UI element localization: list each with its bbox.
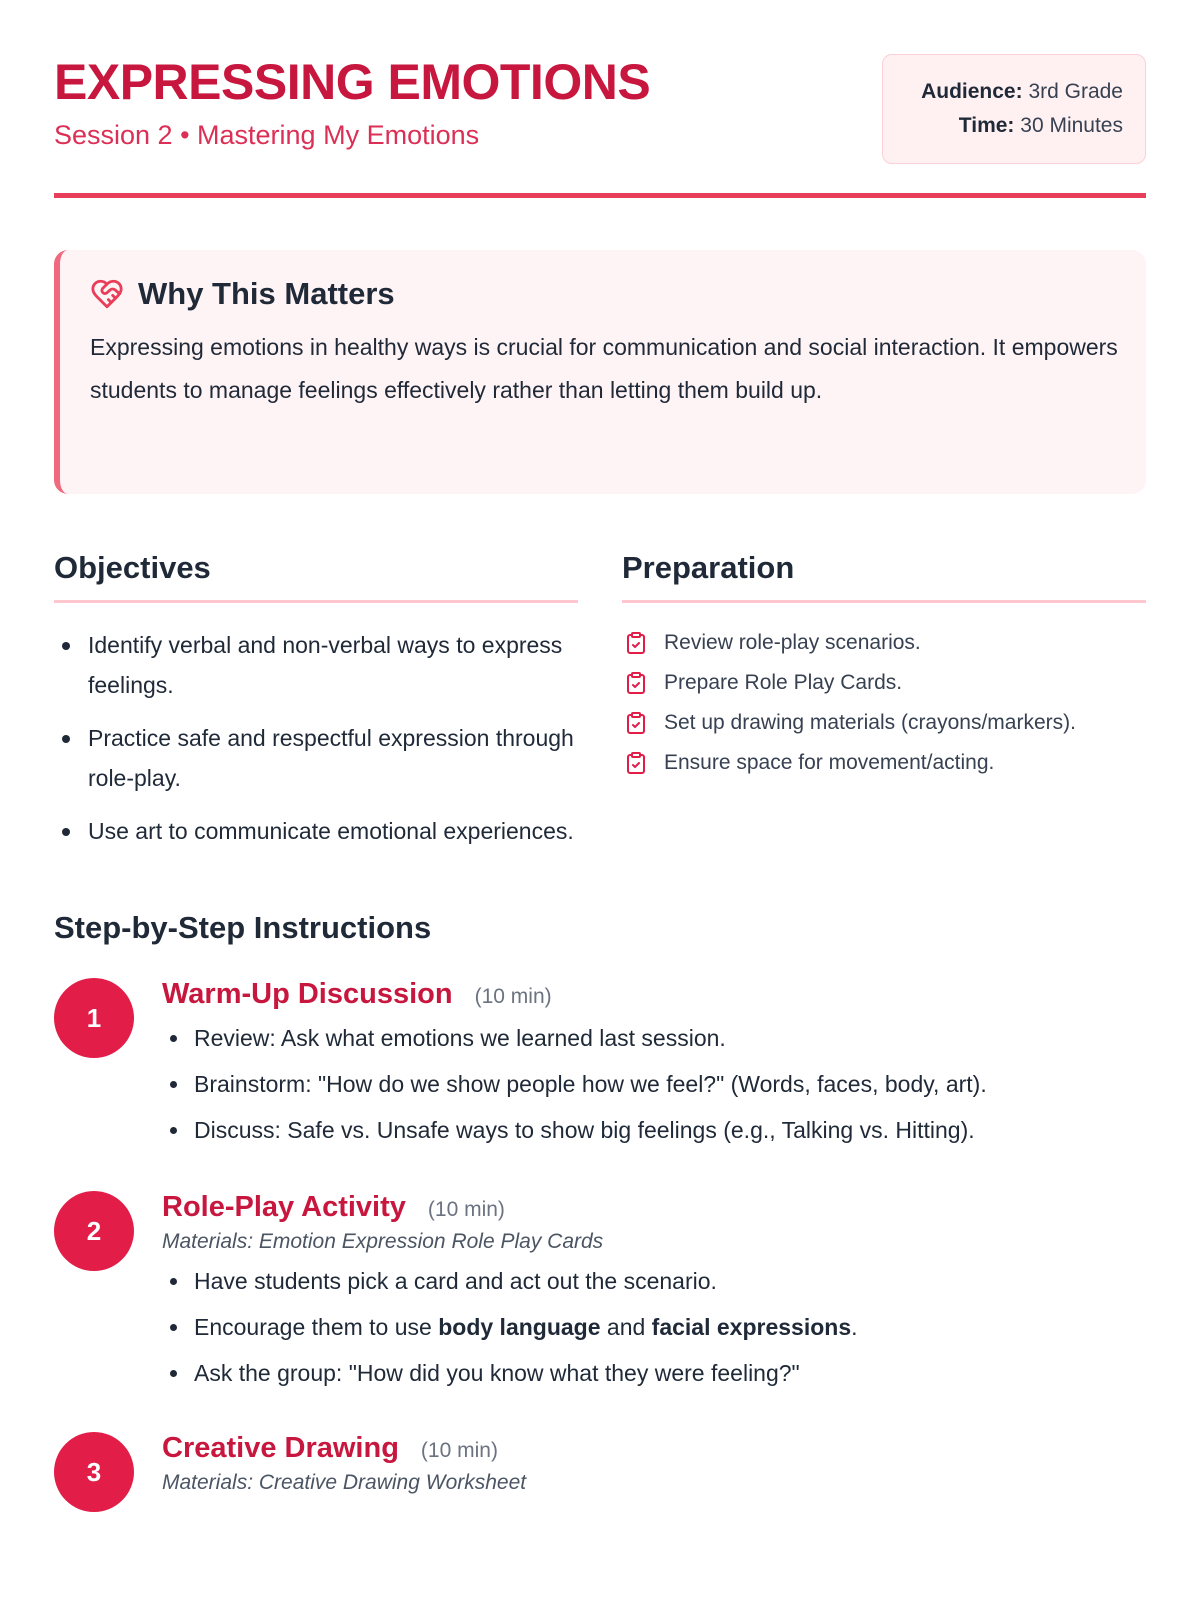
step-duration: (10 min) (474, 985, 552, 1008)
preparation-item-text: Review role-play scenarios. (664, 631, 921, 654)
step-bullet: Review: Ask what emotions we learned last session. (162, 1015, 1146, 1061)
step-title: Creative Drawing (162, 1432, 399, 1464)
bullet-text: and (600, 1314, 652, 1340)
step-header (162, 1191, 1146, 1224)
steps-title: Step-by-Step Instructions (54, 910, 432, 945)
bullet-emphasis: body language (438, 1314, 601, 1340)
preparation-item (622, 623, 1146, 663)
step-bullet (162, 1304, 1146, 1350)
objectives-list (54, 625, 578, 851)
step-bullets (162, 1258, 1146, 1396)
step-bullet: Ask the group: "How did you know what they were feeling?" (162, 1350, 1146, 1396)
step-title: Warm-Up Discussion (162, 978, 453, 1010)
preparation-item-text: Set up drawing materials (crayons/markers). (664, 711, 1076, 734)
step-number-badge: 2 (54, 1191, 134, 1271)
preparation-item (622, 743, 1146, 783)
preparation-title: Preparation (622, 550, 1146, 603)
step-number-badge: 1 (54, 978, 134, 1058)
step-bullet: Discuss: Safe vs. Unsafe ways to show big feelings (e.g., Talking vs. Hitting). (162, 1107, 1146, 1153)
why-title: Why This Matters (138, 276, 395, 311)
why-this-matters-box (54, 250, 1146, 494)
why-header (90, 276, 1118, 312)
why-text: Expressing emotions in healthy ways is crucial for communication and social interaction. It empowers students to manage feelings effectively rather than letting them build up. (90, 334, 1118, 403)
step-materials: Materials: Emotion Expression Role Play Cards (162, 1230, 604, 1253)
clipboard-check-icon (624, 671, 648, 695)
objective-item: Practice safe and respectful expression through role-play. (54, 718, 578, 798)
clipboard-check-icon (624, 751, 648, 775)
step-title: Role-Play Activity (162, 1191, 406, 1223)
preparation-item-text: Ensure space for movement/acting. (664, 751, 995, 774)
time-label: Time: (958, 114, 1015, 137)
heart-handshake-icon (90, 277, 124, 311)
step-bullets (162, 1015, 1146, 1153)
objectives-preparation-columns (54, 550, 1146, 864)
meta-box (882, 54, 1146, 164)
step-header (162, 1432, 1146, 1465)
page-subtitle: Session 2 • Mastering My Emotions (54, 120, 480, 150)
step-number-badge: 3 (54, 1432, 134, 1512)
bullet-text: . (851, 1314, 858, 1340)
step-duration: (10 min) (420, 1439, 498, 1462)
time-row (883, 109, 1123, 143)
preparation-item (622, 703, 1146, 743)
preparation-item-text: Prepare Role Play Cards. (664, 671, 903, 694)
audience-label: Audience: (921, 80, 1023, 103)
preparation-item (622, 663, 1146, 703)
objectives-title: Objectives (54, 550, 578, 603)
objective-item: Use art to communicate emotional experiences. (54, 811, 578, 851)
objectives-section (54, 550, 578, 864)
step-2 (54, 1191, 1146, 1396)
step-bullet: Brainstorm: "How do we show people how we feel?" (Words, faces, body, art). (162, 1061, 1146, 1107)
bullet-text: Encourage them to use (194, 1314, 439, 1340)
page-title: EXPRESSING EMOTIONS (54, 54, 651, 110)
preparation-section (622, 550, 1146, 864)
clipboard-check-icon (624, 711, 648, 735)
bullet-emphasis: facial expressions (651, 1314, 852, 1340)
time-value: 30 Minutes (1020, 114, 1123, 137)
step-3 (54, 1432, 1146, 1495)
header (54, 0, 1146, 198)
objective-item: Identify verbal and non-verbal ways to express feelings. (54, 625, 578, 705)
audience-row (883, 75, 1123, 109)
step-1 (54, 978, 1146, 1153)
preparation-list (622, 623, 1146, 783)
step-bullet: Have students pick a card and act out the scenario. (162, 1258, 1146, 1304)
audience-value: 3rd Grade (1028, 80, 1123, 103)
step-materials: Materials: Creative Drawing Worksheet (162, 1471, 527, 1494)
step-duration: (10 min) (427, 1198, 505, 1221)
step-header (162, 978, 1146, 1011)
clipboard-check-icon (624, 631, 648, 655)
